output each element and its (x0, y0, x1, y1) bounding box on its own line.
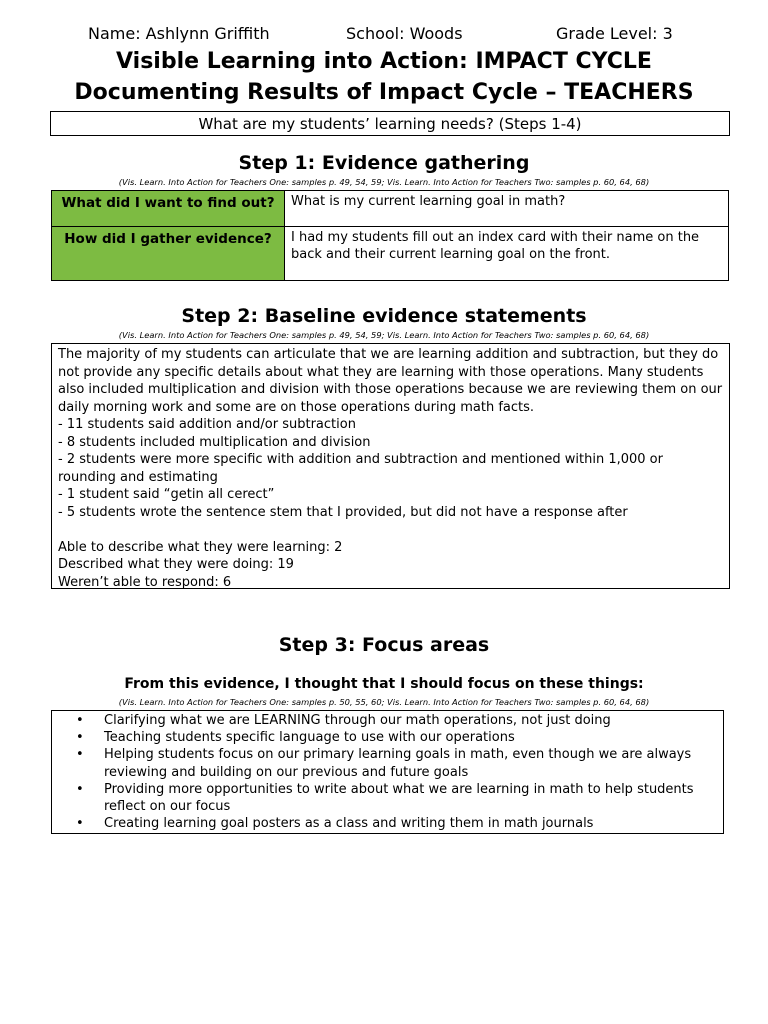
evidence-question-cell: What did I want to find out? (52, 191, 285, 227)
baseline-item: - 8 students included multiplication and division (58, 434, 371, 450)
focus-item-text: Teaching students specific language to use with our operations (104, 730, 515, 746)
list-item (76, 712, 715, 729)
list-item (76, 781, 715, 815)
evidence-answer-cell: I had my students fill out an index card with their name on the back and their current learning goal on the front. (285, 227, 729, 281)
step1-heading: Step 1: Evidence gathering (238, 152, 530, 174)
baseline-item: - 5 students wrote the sentence stem that I provided, but did not have a response after (58, 504, 628, 520)
list-item (76, 815, 715, 832)
grade-level: Grade Level: 3 (556, 24, 673, 43)
bullet-icon: • (76, 747, 84, 763)
focus-item-text: Clarifying what we are LEARNING through our math operations, not just doing (104, 713, 611, 728)
baseline-summary-line: Weren’t able to respond: 6 (58, 574, 232, 590)
bullet-icon: • (76, 816, 84, 832)
step3-subheading: From this evidence, I thought that I should focus on these things: (124, 676, 644, 692)
teacher-name: Name: Ashlynn Griffith (88, 24, 270, 43)
baseline-item: - 2 students were more specific with addition and subtraction and mentioned within 1,000 or rounding and estimating (58, 452, 663, 485)
focus-list (72, 712, 715, 832)
bullet-icon: • (76, 730, 84, 746)
step1-citation: (Vis. Learn. Into Action for Teachers One: samples p. 49, 54, 59; Vis. Learn. Into Action for Teachers Two: samples p. 60, 64, 68) (118, 177, 650, 187)
baseline-summary-line: Described what they were doing: 19 (58, 557, 294, 572)
focus-item-text: Helping students focus on our primary learning goals in math, even though we are always reviewing and building on our previous and future goals (104, 747, 692, 780)
baseline-evidence-box (51, 343, 730, 589)
bullet-icon: • (76, 713, 84, 728)
baseline-item: - 1 student said “getin all cerect” (58, 487, 275, 502)
step3-citation: (Vis. Learn. Into Action for Teachers One: samples p. 50, 55, 60; Vis. Learn. Into Action for Teachers Two: samples p. 60, 64, 68) (118, 697, 650, 707)
baseline-summary-line: Able to describe what they were learning: 2 (58, 539, 343, 555)
spacer (58, 521, 723, 539)
step2-citation: (Vis. Learn. Into Action for Teachers One: samples p. 49, 54, 59; Vis. Learn. Into Action for Teachers Two: samples p. 60, 64, 68) (118, 330, 650, 340)
school-name: School: Woods (346, 24, 463, 43)
focus-areas-box (51, 710, 724, 834)
list-item (76, 729, 715, 746)
focus-item-text: Creating learning goal posters as a class and writing them in math journals (104, 816, 594, 832)
header-info (0, 24, 768, 46)
evidence-row (52, 191, 729, 227)
evidence-answer-cell: What is my current learning goal in math? (285, 191, 729, 227)
step2-heading: Step 2: Baseline evidence statements (181, 305, 587, 327)
evidence-table (51, 190, 729, 281)
focus-item-text: Providing more opportunities to write about what we are learning in math to help students reflect on our focus (104, 781, 694, 815)
evidence-question-cell: How did I gather evidence? (52, 227, 285, 281)
step3-heading: Step 3: Focus areas (278, 634, 490, 656)
evidence-row (52, 227, 729, 281)
bullet-icon: • (76, 781, 84, 797)
list-item (76, 746, 715, 780)
title-line-2: Documenting Results of Impact Cycle – TEACHERS (74, 80, 694, 105)
baseline-paragraph: The majority of my students can articulate that we are learning addition and subtraction, but they do not provide any specific details about what they are learning with those operations. Many students also included multiplication and division with those operations because we are reviewing them on our daily morning work and some are on those operations during math facts. (58, 347, 723, 415)
baseline-item: - 11 students said addition and/or subtraction (58, 417, 356, 432)
learning-needs-box: What are my students’ learning needs? (Steps 1-4) (50, 111, 730, 136)
title-line-1: Visible Learning into Action: IMPACT CYCLE (116, 49, 652, 74)
